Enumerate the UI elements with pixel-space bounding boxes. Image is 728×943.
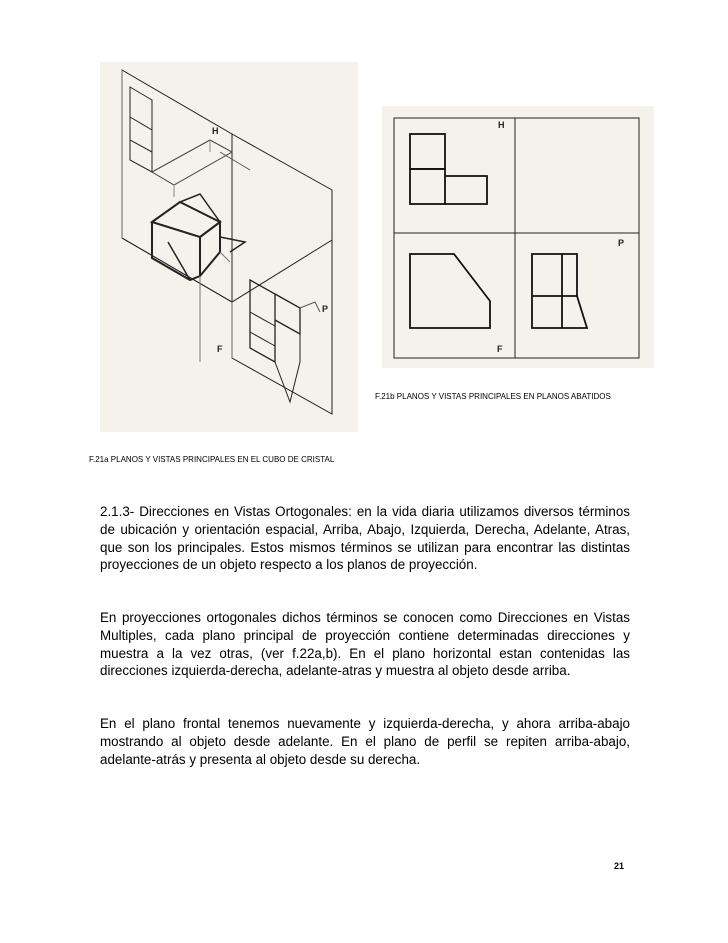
figure-a-caption: F.21a PLANOS Y VISTAS PRINCIPALES EN EL CUBO DE CRISTAL: [89, 455, 335, 464]
label-h: H: [212, 126, 219, 136]
label-p: P: [322, 304, 329, 314]
label-p: P: [618, 238, 625, 248]
label-f: F: [217, 344, 223, 354]
paragraph-frontal: En el plano frontal tenemos nuevamente y izquierda-derecha, y ahora arriba-abajo mostrando al objeto desde adelante. En el plano de perfil se repiten arriba-abajo, adelante-atrás y presenta al objeto desde su derecha.: [100, 716, 630, 767]
figure-b-caption: F.21b PLANOS Y VISTAS PRINCIPALES EN PLANOS ABATIDOS: [375, 392, 611, 401]
glass-cube-figure: [100, 62, 358, 432]
unfolded-planes-figure: [382, 106, 654, 368]
page-number: 21: [614, 861, 625, 871]
paragraph-directions: 2.1.3- Direcciones en Vistas Ortogonales: en la vida diaria utilizamos diversos términos de ubicación y orientación espacial, Arriba, Abajo, Izquierda, Derecha, Adelante, Atras, que son los principales. Estos mismos términos se utilizan para encontrar las distintas proyecciones de un objeto respecto a los planos de proyección.: [100, 504, 630, 573]
label-h: H: [498, 120, 505, 130]
figure-background: [100, 62, 358, 432]
paragraph-orthogonal: En proyecciones ortogonales dichos términos se conocen como Direcciones en Vistas Multiples, cada plano principal de proyección contiene determinadas direcciones y muestra a la vez otras, (ver f.22a,b). En el plano horizontal estan contenidas las direcciones izquierda-derecha, adelante-atras y muestra al objeto desde arriba.: [100, 610, 630, 679]
label-f: F: [497, 344, 503, 354]
